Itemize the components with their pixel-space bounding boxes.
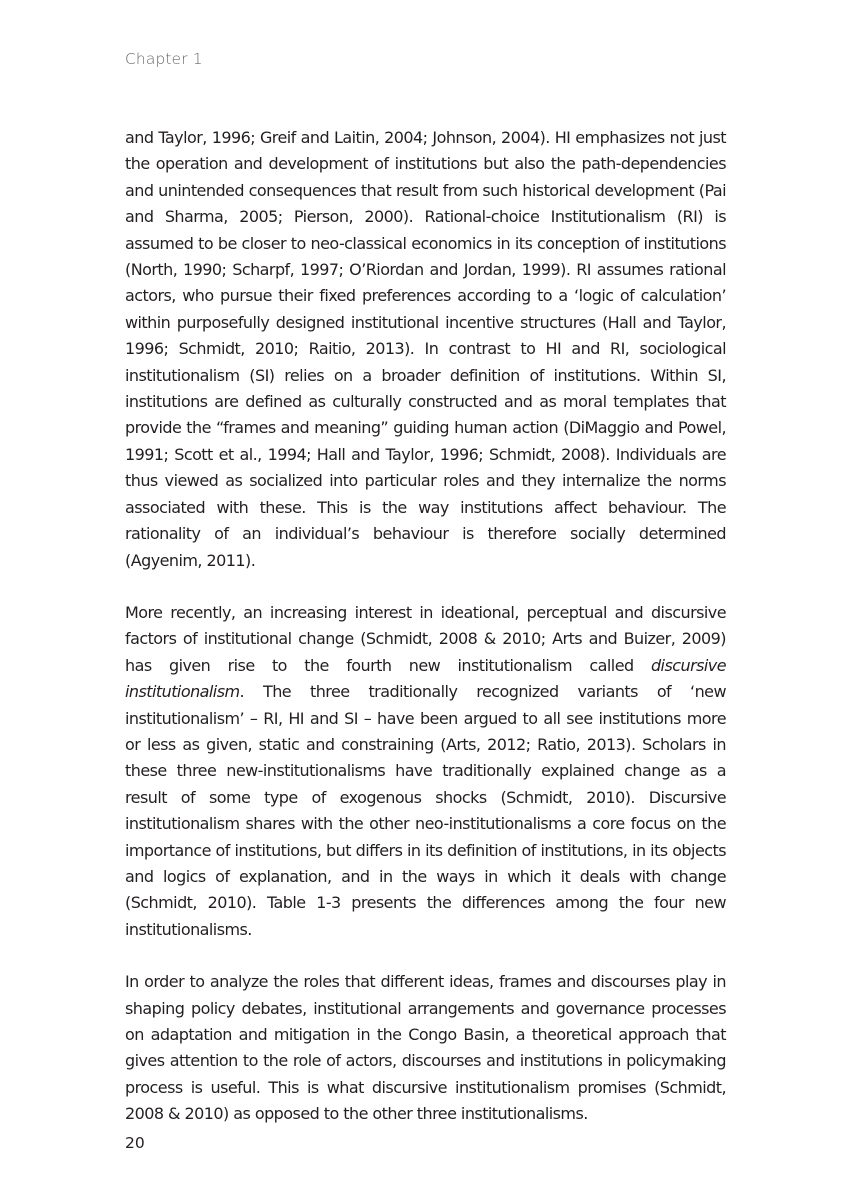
page-number: 20: [125, 1134, 145, 1152]
paragraph-1: and Taylor, 1996; Greif and Laitin, 2004; Johnson, 2004). HI emphasizes not just the operation and development of institutions but also the path-dependencies and unintended consequences that result from such historical development (Pai and Sharma, 2005; Pierson, 2000). Rational-choice Institutionalism (RI) is assumed to be closer to neo-classical economics in its conception of institutions (North, 1990; Scharpf, 1997; O’Riordan and Jordan, 1999). RI assumes rational actors, who pursue their fixed preferences according to a ‘logic of calculation’ within purposefully designed institutional incentive structures (Hall and Taylor, 1996; Schmidt, 2010; Raitio, 2013). In contrast to HI and RI, sociological institutionalism (SI) relies on a broader definition of institutions. Within SI, institutions are defined as culturally constructed and as moral templates that provide the “frames and meaning” guiding human action (DiMaggio and Powel, 1991; Scott et al., 1994; Hall and Taylor, 1996; Schmidt, 2008). Individuals are thus viewed as socialized into particular roles and they internalize the norms associated with these. This is the way institutions affect behaviour. The rationality of an individual’s behaviour is therefore socially determined (Agyenim, 2011).: [125, 128, 726, 570]
paragraph-2: [125, 600, 726, 943]
paragraph-2-lead: More recently, an increasing interest in ideational, perceptual and discursive factors of institutional change (Schmidt, 2008 & 2010; Arts and Buizer, 2009) has given rise to the fourth new institutionalism called: [125, 602, 726, 675]
running-head: Chapter 1: [125, 50, 203, 68]
paragraph-2-rest: . The three traditionally recognized variants of ‘new institutionalism’ – RI, HI and SI – have been argued to all see institutions more or less as given, static and constraining (Arts, 2012; Ratio, 2013). Scholars in these three new-institutionalisms have traditionally explained change as a result of some type of exogenous shocks (Schmidt, 2010). Discursive institutionalism shares with the other neo-institutionalisms a core focus on the importance of institutions, but differs in its definition of institutions, in its objects and logics of explanation, and in the ways in which it deals with change (Schmidt, 2010). Table 1-3 presents the differences among the four new institutionalisms.: [125, 682, 726, 939]
body-text: [125, 125, 726, 1128]
italic-term: discursive institutionalism: [125, 655, 726, 702]
paragraph-3: In order to analyze the roles that different ideas, frames and discourses play in shaping policy debates, institutional arrangements and governance processes on adaptation and mitigation in the Congo Basin, a theoretical approach that gives attention to the role of actors, discourses and institutions in policymaking process is useful. This is what discursive institutionalism promises (Schmidt, 2008 & 2010) as opposed to the other three institutionalisms.: [125, 972, 726, 1124]
